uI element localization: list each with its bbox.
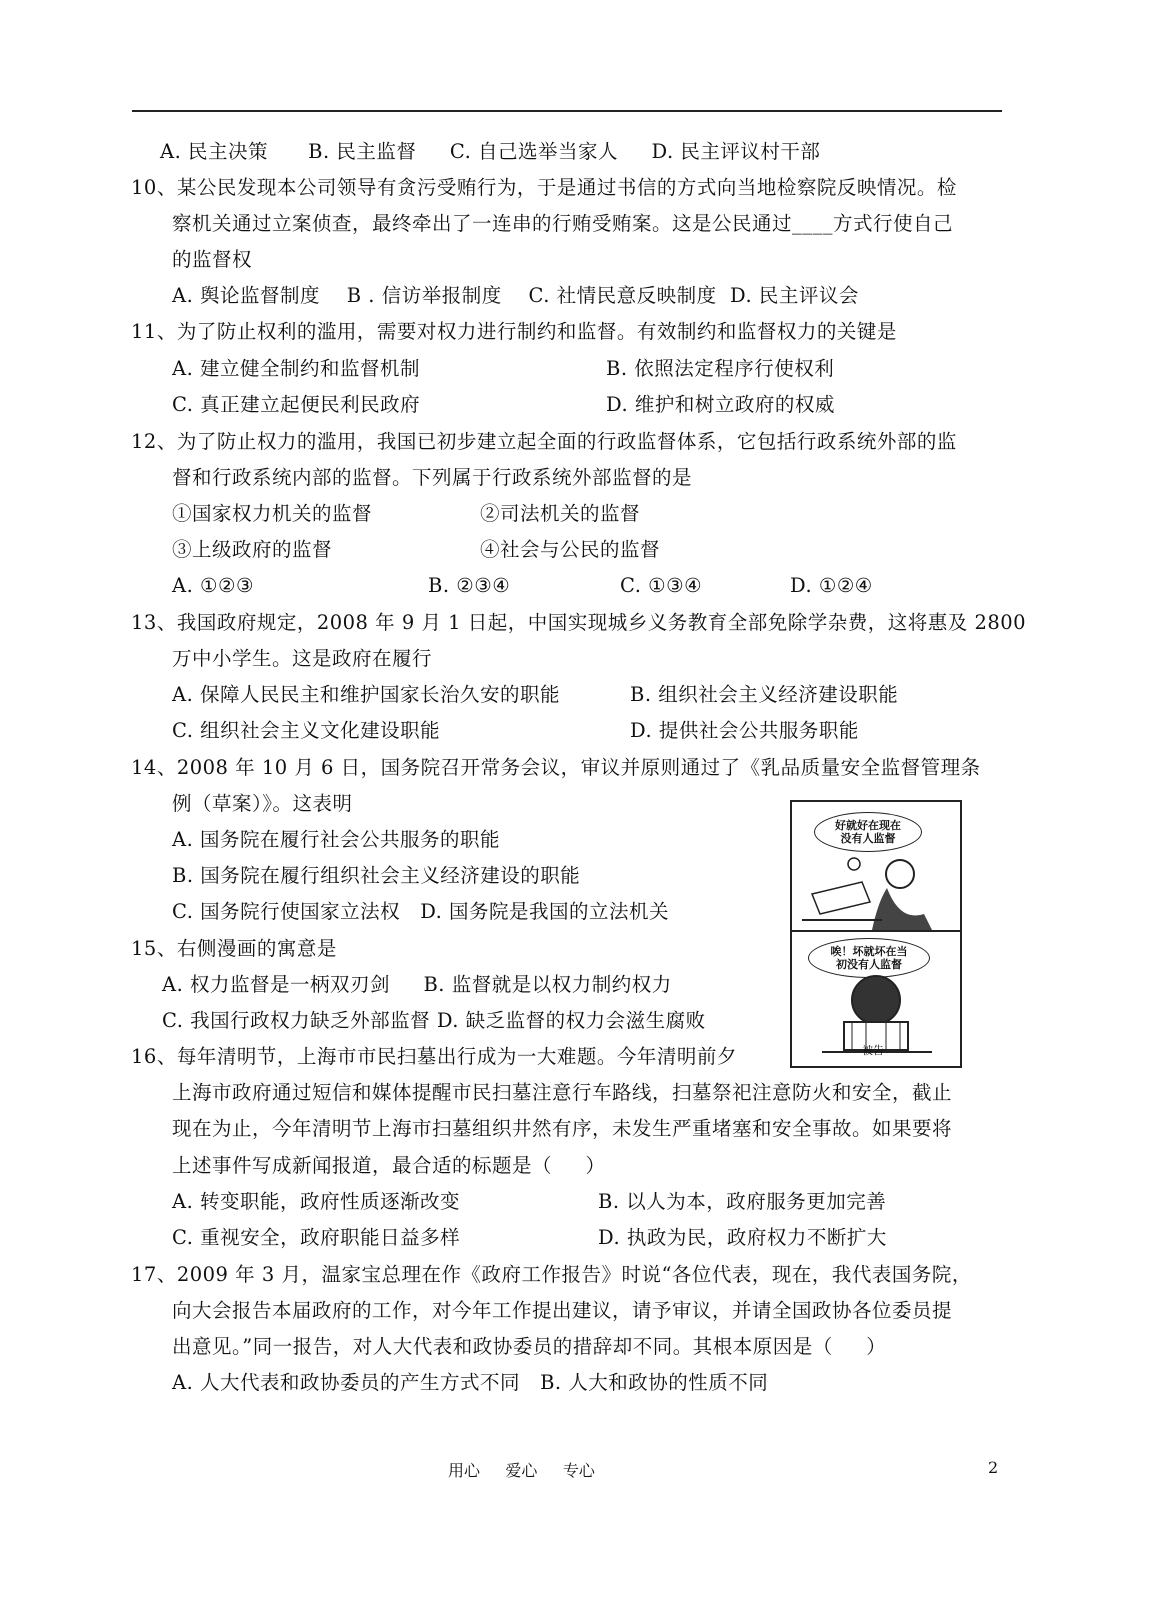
- header-rule: [132, 110, 1002, 112]
- text-line: D. 维护和树立政府的权威: [606, 393, 835, 416]
- text-line: D. ①②④: [790, 574, 873, 597]
- text-line: D. 提供社会公共服务职能: [630, 719, 859, 742]
- text-line: ④社会与公民的监督: [480, 538, 661, 561]
- text-line: ②司法机关的监督: [480, 502, 641, 525]
- text-line: 上海市政府通过短信和媒体提醒市民扫墓注意行车路线，扫墓祭祀注意防火和安全，截止: [172, 1081, 953, 1104]
- text-line: C. ①③④: [620, 574, 703, 597]
- text-line: C. 重视安全，政府职能日益多样: [172, 1226, 461, 1249]
- text-line: 督和行政系统内部的监督。下列属于行政系统外部监督的是: [172, 466, 693, 489]
- text-line: ①国家权力机关的监督: [172, 502, 373, 525]
- comic-illustration: [790, 800, 962, 1068]
- text-line: 出意见。”同一报告，对人大代表和政协委员的措辞却不同。其根本原因是（ ）: [172, 1335, 887, 1358]
- comic-bottom-bubble: 唉！坏就坏在当 初没有人监督: [808, 938, 930, 978]
- text-line: C. 国务院行使国家立法权 D. 国务院是我国的立法机关: [172, 900, 670, 923]
- text-line: 13、我国政府规定，2008 年 9 月 1 日起，中国实现城乡义务教育全部免除学杂费，这将惠及 2800: [131, 611, 1027, 634]
- text-line: 察机关通过立案侦查，最终牵出了一连串的行贿受贿案。这是公民通过____方式行使自己: [172, 212, 954, 235]
- text-line: 上述事件写成新闻报道，最合适的标题是（ ）: [172, 1154, 606, 1177]
- text-line: 现在为止，今年清明节上海市扫墓组织井然有序，未发生严重堵塞和安全事故。如果要将: [172, 1117, 953, 1140]
- text-line: A. 建立健全制约和监督机制: [172, 357, 420, 380]
- text-line: 万中小学生。这是政府在履行: [172, 647, 433, 670]
- text-line: A. 国务院在履行社会公共服务的职能: [172, 828, 500, 851]
- footer-motto: 用心 爱心 专心: [448, 1461, 595, 1480]
- text-line: 10、某公民发现本公司领导有贪污受贿行为，于是通过书信的方式向当地检察院反映情况。检: [131, 176, 957, 199]
- text-line: 向大会报告本届政府的工作，对今年工作提出建议，请予审议，并请全国政协各位委员提: [172, 1299, 953, 1322]
- text-line: A. 转变职能，政府性质逐渐改变: [172, 1190, 460, 1213]
- page-number: 2: [988, 1458, 999, 1477]
- text-line: A. 民主决策 B. 民主监督 C. 自己选举当家人 D. 民主评议村干部: [160, 140, 821, 163]
- comic-top-figure-icon: [792, 802, 960, 930]
- text-line: ③上级政府的监督: [172, 538, 333, 561]
- text-line: B. 依照法定程序行使权利: [606, 357, 835, 380]
- text-line: 11、为了防止权利的滥用，需要对权力进行制约和监督。有效制约和监督权力的关键是: [131, 320, 897, 343]
- text-line: 16、每年清明节，上海市市民扫墓出行成为一大难题。今年清明前夕: [131, 1045, 737, 1068]
- text-line: A. 舆论监督制度 B . 信访举报制度 C. 社情民意反映制度 D. 民主评议会: [172, 284, 859, 307]
- text-line: A. 人大代表和政协委员的产生方式不同 B. 人大和政协的性质不同: [172, 1371, 769, 1394]
- text-line: B. 组织社会主义经济建设职能: [630, 683, 899, 706]
- text-line: B. 以人为本，政府服务更加完善: [598, 1190, 887, 1213]
- text-line: A. 权力监督是一柄双刃剑 B. 监督就是以权力制约权力: [162, 973, 672, 996]
- text-line: C. 真正建立起便民利民政府: [172, 393, 421, 416]
- text-line: B. ②③④: [428, 574, 511, 597]
- text-line: 12、为了防止权力的滥用，我国已初步建立起全面的行政监督体系，它包括行政系统外部的监: [131, 430, 957, 453]
- text-line: B. 国务院在履行组织社会主义经济建设的职能: [172, 864, 581, 887]
- text-line: 的监督权: [172, 248, 253, 271]
- comic-top-bubble: 好就好在现在 没有人监督: [814, 812, 922, 852]
- comic-label: 被告: [862, 1044, 884, 1057]
- text-line: 17、2009 年 3 月，温家宝总理在作《政府工作报告》时说“各位代表，现在，我代表国务院，: [131, 1263, 972, 1286]
- text-line: D. 执政为民，政府权力不断扩大: [598, 1226, 887, 1249]
- text-line: 14、2008 年 10 月 6 日，国务院召开常务会议，审议并原则通过了《乳品质量安全监督管理条: [131, 756, 981, 779]
- text-line: 例（草案）》。这表明: [172, 792, 353, 815]
- text-line: C. 我国行政权力缺乏外部监督 D. 缺乏监督的权力会滋生腐败: [162, 1009, 706, 1032]
- text-line: C. 组织社会主义文化建设职能: [172, 719, 441, 742]
- text-line: A. ①②③: [172, 574, 254, 597]
- text-line: A. 保障人民民主和维护国家长治久安的职能: [172, 683, 560, 706]
- text-line: 15、右侧漫画的寓意是: [131, 937, 337, 960]
